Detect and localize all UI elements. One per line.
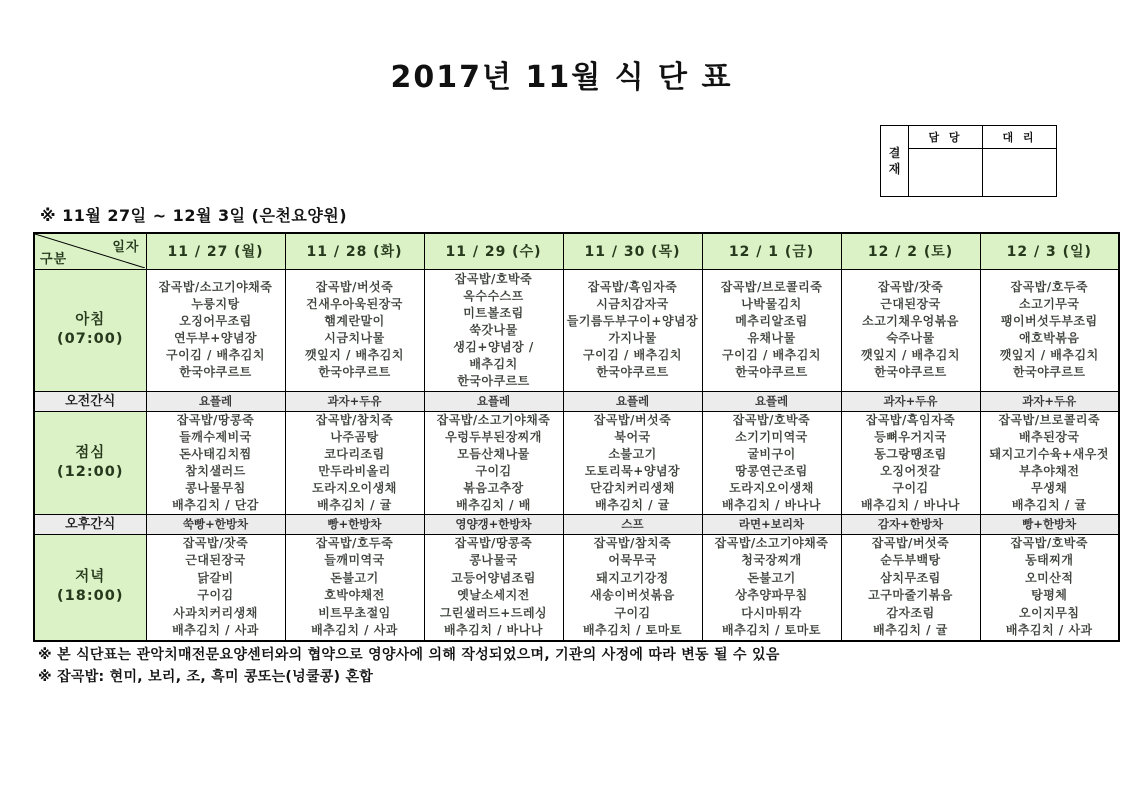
day-header-4: 12 / 1 (금)	[702, 233, 841, 269]
lunch-menu-cell-5	[841, 411, 980, 514]
menu-item: 도라지오이생채	[312, 480, 397, 495]
menu-item: 잡곡밥/흑임자죽	[865, 412, 956, 427]
am-snack-cell-2: 요플레	[424, 391, 563, 411]
pm-snack-cell-3: 스프	[563, 514, 702, 534]
approval-duty-signature-cell	[909, 149, 983, 196]
menu-item: 옥수수스프	[463, 288, 524, 303]
menu-item: 오징어무조림	[179, 314, 252, 328]
menu-item: 등뼈우거지국	[874, 429, 947, 444]
row-label-dinner: 저녁 (18:00)	[34, 534, 146, 641]
approval-box	[880, 125, 1057, 197]
menu-item: 배추김치 / 토마토	[583, 623, 682, 638]
menu-item: 메추리알조림	[735, 314, 808, 328]
breakfast-menu-cell-2	[424, 269, 563, 391]
menu-item: 생김+양념장 /	[453, 339, 534, 354]
menu-item: 한국아쿠르트	[457, 373, 530, 388]
footer-note-1: ※ 본 식단표는 관악치매전문요양센터와의 협약으로 영양사에 의해 작성되었으며, 기관의 사정에 따라 변동 될 수 있음	[38, 647, 780, 663]
row-label-breakfast: 아침 (07:00)	[34, 269, 146, 391]
menu-item: 잡곡밥/브로콜리죽	[998, 412, 1101, 427]
menu-item: 가지나물	[608, 331, 657, 345]
menu-item: 배추김치 / 바나나	[722, 497, 821, 512]
menu-item: 깻잎지 / 배추김치	[861, 348, 960, 362]
menu-item: 호박야채전	[324, 588, 385, 603]
menu-item: 돈불고기	[747, 570, 796, 585]
menu-item: 잡곡밥/땅콩죽	[454, 535, 533, 550]
corner-label-category: 구분	[40, 251, 68, 267]
menu-item: 소기기미역국	[735, 429, 808, 444]
lunch-menu-cell-6	[980, 411, 1119, 514]
day-header-6: 12 / 3 (일)	[980, 233, 1119, 269]
menu-item: 한국야쿠르트	[318, 365, 391, 379]
approval-stamp-line1: 결	[888, 146, 901, 160]
pm-snack-cell-0: 쑥빵+한방차	[146, 514, 285, 534]
menu-item: 배추김치 / 바나나	[444, 623, 543, 638]
menu-item: 애호박볶음	[1019, 331, 1080, 345]
menu-item: 근대된장국	[185, 553, 246, 568]
menu-item: 구이김	[614, 605, 651, 620]
menu-item: 구이김 / 배추김치	[583, 348, 682, 362]
menu-item: 오미산적	[1025, 570, 1074, 585]
menu-item: 유채나물	[747, 331, 796, 345]
day-header-3: 11 / 30 (목)	[563, 233, 702, 269]
pm-snack-cell-5: 감자+한방차	[841, 514, 980, 534]
dinner-menu-cell-5	[841, 534, 980, 641]
approval-duty-label: 담 당	[909, 126, 983, 148]
menu-item: 잡곡밥/잣죽	[182, 535, 249, 550]
menu-item: 구이김	[197, 588, 234, 603]
menu-item: 어묵무국	[608, 553, 657, 568]
dinner-menu-cell-2	[424, 534, 563, 641]
menu-item: 한국야쿠르트	[179, 365, 252, 379]
menu-item: 돼지고기수육+새우젓	[989, 446, 1109, 461]
menu-item: 잡곡밥/호박죽	[1010, 535, 1088, 550]
approval-signature-row	[909, 149, 1056, 196]
lunch-menu-cell-2	[424, 411, 563, 514]
menu-item: 닭갈비	[197, 570, 234, 585]
menu-item: 깻잎지 / 배추김치	[999, 348, 1099, 362]
row-label-lunch: 점심 (12:00)	[34, 411, 146, 514]
period-subtitle: ※ 11월 27일 ~ 12월 3일 (은천요양원)	[40, 206, 348, 225]
menu-item: 모듬산채나물	[457, 446, 530, 461]
menu-item: 잡곡밥/호두죽	[315, 535, 394, 550]
day-header-2: 11 / 29 (수)	[424, 233, 563, 269]
dinner-menu-cell-4	[702, 534, 841, 641]
menu-item: 참치샐러드	[185, 463, 246, 478]
menu-item: 잡곡밥/버섯죽	[593, 412, 672, 427]
menu-item: 들깨미역국	[324, 553, 385, 568]
breakfast-menu-cell-5	[841, 269, 980, 391]
menu-item: 구이김 / 배추김치	[722, 348, 821, 362]
breakfast-menu-cell-1	[285, 269, 424, 391]
menu-item: 고등어양념조림	[451, 570, 536, 585]
menu-item: 순두부백탕	[880, 553, 941, 568]
am-snack-cell-5: 과자+두유	[841, 391, 980, 411]
menu-item: 콩나물무침	[185, 480, 246, 495]
menu-item: 새송이버섯볶음	[590, 588, 675, 603]
menu-item: 잡곡밥/버섯죽	[871, 535, 950, 550]
table-header-row	[34, 233, 1119, 269]
pm-snack-cell-2: 영양갱+한방차	[424, 514, 563, 534]
day-header-5: 12 / 2 (토)	[841, 233, 980, 269]
row-label-pm-snack: 오후간식	[34, 514, 146, 534]
menu-item: 잡곡밥/참치죽	[315, 412, 394, 427]
menu-item: 잡곡밥/흑임자죽	[587, 280, 678, 294]
menu-item: 동그랑땡조림	[874, 446, 947, 461]
am-snack-cell-6: 과자+두유	[980, 391, 1119, 411]
dinner-menu-cell-0	[146, 534, 285, 641]
approval-deputy-signature-cell	[983, 149, 1056, 196]
menu-item: 그린샐러드+드레싱	[439, 605, 548, 620]
menu-item: 잡곡밥/호박죽	[732, 412, 811, 427]
menu-item: 구이김 / 배추김치	[166, 348, 265, 362]
menu-item: 누룽지탕	[191, 297, 240, 311]
menu-item: 소고기무국	[1019, 297, 1080, 311]
pm-snack-cell-1: 빵+한방차	[285, 514, 424, 534]
row-pm-snack	[34, 514, 1119, 534]
am-snack-cell-0: 요플레	[146, 391, 285, 411]
footer-note-2: ※ 잡곡밥: 현미, 보리, 조, 흑미 콩또는(넝쿨콩) 혼합	[38, 669, 374, 685]
menu-item: 탕평체	[1031, 588, 1068, 603]
row-dinner	[34, 534, 1119, 641]
lunch-menu-cell-4	[702, 411, 841, 514]
menu-item: 배추김치 / 귤	[595, 497, 670, 512]
menu-item: 소불고기	[608, 446, 657, 461]
pm-snack-cell-6: 빵+한방차	[980, 514, 1119, 534]
menu-item: 오징어젓갈	[880, 463, 941, 478]
menu-item: 소고기채우엉볶음	[862, 314, 959, 328]
lunch-menu-cell-1	[285, 411, 424, 514]
menu-item: 구이김	[475, 463, 512, 478]
menu-item: 고구마줄기볶음	[868, 588, 953, 603]
menu-item: 굴비구이	[747, 446, 796, 461]
menu-item: 들기름두부구이+양념장	[566, 314, 699, 328]
menu-item: 햄계란말이	[324, 314, 385, 328]
menu-item: 배추김치 / 귤	[317, 497, 392, 512]
menu-item: 숙주나물	[886, 331, 935, 345]
menu-item: 잡곡밥/잣죽	[877, 280, 944, 294]
menu-item: 배추김치 / 배	[456, 497, 531, 512]
menu-item: 잡곡밥/땅콩죽	[176, 412, 255, 427]
menu-item: 나박물김치	[741, 297, 802, 311]
menu-item: 배추김치 / 바나나	[861, 497, 960, 512]
menu-item: 배추김치 / 사과	[311, 623, 398, 638]
breakfast-menu-cell-0	[146, 269, 285, 391]
am-snack-cell-4: 요플레	[702, 391, 841, 411]
menu-item: 돈사태김치찜	[179, 446, 252, 461]
menu-item: 잡곡밥/브로콜리죽	[720, 280, 823, 294]
menu-item: 청국장찌개	[741, 553, 802, 568]
approval-deputy-label: 대 리	[1002, 131, 1037, 144]
row-label-am-snack: 오전간식	[34, 391, 146, 411]
menu-item: 사과치커리생채	[173, 605, 258, 620]
menu-item: 연두부+양념장	[173, 331, 258, 345]
menu-item: 땅콩연근조림	[735, 463, 808, 478]
am-snack-cell-3: 요플레	[563, 391, 702, 411]
menu-item: 배추김치	[469, 356, 518, 371]
menu-item: 배추김치 / 사과	[1005, 623, 1093, 638]
menu-item: 잡곡밥/버섯죽	[315, 280, 394, 294]
menu-item: 북어국	[614, 429, 651, 444]
menu-item: 미트볼조림	[463, 305, 524, 320]
menu-item: 배추된장국	[1019, 429, 1080, 444]
menu-item: 볶음고추장	[463, 480, 524, 495]
menu-item: 배추김치 / 귤	[1011, 497, 1087, 512]
menu-item: 배추김치 / 귤	[873, 623, 948, 638]
menu-item: 삼치무조림	[880, 570, 941, 585]
menu-item: 건새우아욱된장국	[306, 297, 403, 311]
row-lunch	[34, 411, 1119, 514]
approval-header-row	[909, 126, 1056, 149]
menu-item: 상추양파무침	[735, 588, 808, 603]
menu-item: 도토리묵+양념장	[584, 463, 681, 478]
menu-item: 감자조림	[886, 605, 935, 620]
menu-item: 잡곡밥/호박죽	[454, 271, 533, 286]
menu-table	[33, 232, 1120, 642]
menu-item: 우렁두부된장찌개	[445, 429, 542, 444]
page-title: 2017년 11월 식 단 표	[390, 60, 733, 95]
menu-item: 배추김치 / 토마토	[722, 623, 821, 638]
row-breakfast	[34, 269, 1119, 391]
day-header-1: 11 / 28 (화)	[285, 233, 424, 269]
menu-item: 잡곡밥/호두죽	[1010, 280, 1088, 294]
lunch-menu-cell-3	[563, 411, 702, 514]
menu-item: 나주곰탕	[330, 429, 379, 444]
menu-item: 한국야쿠르트	[596, 365, 669, 379]
breakfast-menu-cell-4	[702, 269, 841, 391]
menu-item: 비트무초절임	[318, 605, 391, 620]
menu-item: 팽이버섯두부조림	[1000, 314, 1098, 328]
menu-item: 돈불고기	[330, 570, 379, 585]
menu-item: 배추김치 / 사과	[172, 623, 259, 638]
dinner-menu-cell-1	[285, 534, 424, 641]
approval-stamp-label	[881, 126, 909, 196]
menu-item: 깻잎지 / 배추김치	[305, 348, 404, 362]
menu-item: 한국야쿠르트	[874, 365, 947, 379]
menu-item: 잡곡밥/소고기야채죽	[714, 535, 829, 550]
menu-item: 오이지무침	[1019, 605, 1080, 620]
pm-snack-cell-4: 라면+보리차	[702, 514, 841, 534]
menu-item: 코다리조림	[324, 446, 385, 461]
menu-item: 도라지오이생채	[729, 480, 814, 495]
menu-item: 만두라비올리	[318, 463, 391, 478]
menu-item: 시금치감자국	[596, 297, 669, 311]
menu-item: 단감치커리생채	[590, 480, 675, 495]
menu-item: 쑥갓나물	[469, 322, 518, 337]
menu-item: 무생채	[1031, 480, 1068, 495]
menu-item: 한국야쿠르트	[735, 365, 808, 379]
day-header-0: 11 / 27 (월)	[146, 233, 285, 269]
menu-item: 잡곡밥/소고기야채죽	[158, 280, 273, 294]
breakfast-menu-cell-6	[980, 269, 1119, 391]
menu-item: 배추김치 / 단감	[172, 497, 259, 512]
corner-label-date: 일자	[112, 240, 140, 255]
menu-item: 근대된장국	[880, 297, 941, 311]
menu-item: 잡곡밥/참치죽	[593, 535, 672, 550]
approval-sign-columns	[909, 126, 1056, 196]
menu-item: 시금치나물	[324, 331, 385, 345]
dinner-menu-cell-3	[563, 534, 702, 641]
breakfast-menu-cell-3	[563, 269, 702, 391]
menu-item: 옛날소세지전	[457, 588, 530, 603]
footer-notes	[38, 644, 1098, 688]
dinner-menu-cell-6	[980, 534, 1119, 641]
am-snack-cell-1: 과자+두유	[285, 391, 424, 411]
row-am-snack	[34, 391, 1119, 411]
corner-cell	[34, 233, 146, 269]
menu-item: 동태찌개	[1025, 553, 1074, 568]
menu-item: 돼지고기강정	[596, 570, 669, 585]
menu-item: 한국야쿠르트	[1012, 365, 1086, 379]
menu-item: 구이김	[892, 480, 929, 495]
menu-item: 콩나물국	[469, 553, 518, 568]
menu-item: 다시마튀각	[741, 605, 802, 620]
menu-item: 부추야채전	[1019, 463, 1080, 478]
menu-item: 잡곡밥/소고기야채죽	[436, 412, 551, 427]
lunch-menu-cell-0	[146, 411, 285, 514]
menu-item: 들깨수제비국	[179, 429, 252, 444]
approval-stamp-line2: 재	[888, 162, 901, 176]
